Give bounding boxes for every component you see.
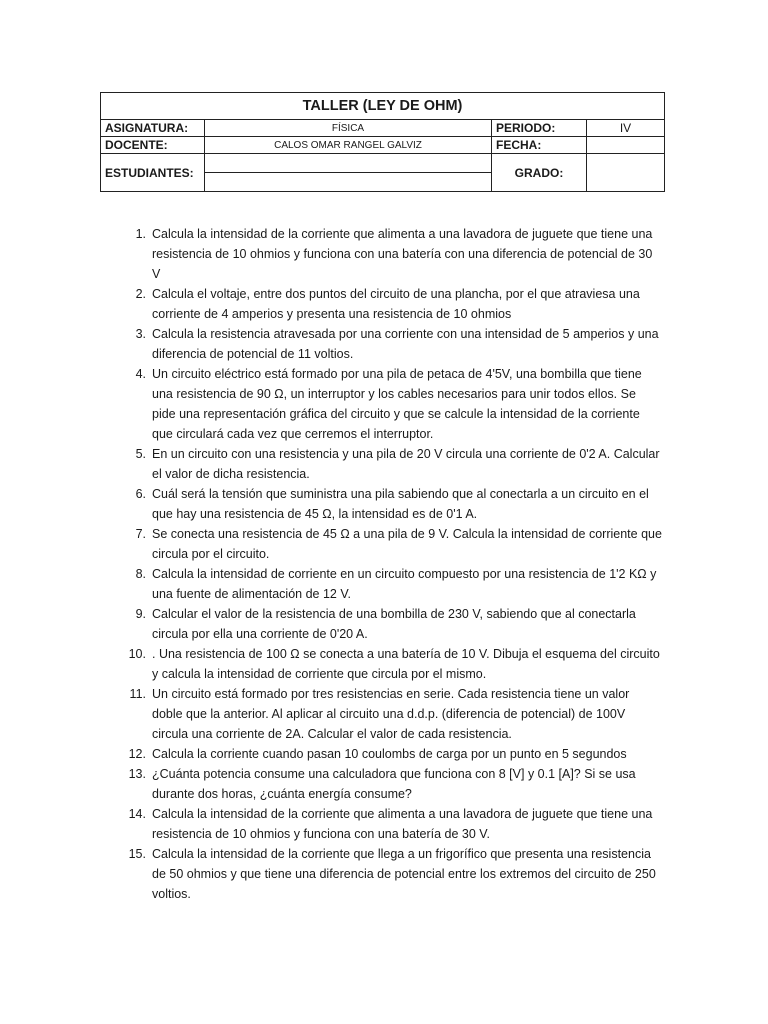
question-number: 7. (135, 527, 146, 541)
question-number: 3. (135, 327, 146, 341)
question-text: Calcula la intensidad de la corriente que alimenta a una lavadora de juguete que tiene una resistencia de 10 ohmios y funciona con una batería de 30 V. (152, 807, 653, 841)
question-number: 2. (135, 287, 146, 301)
question-number: 12. (128, 747, 146, 761)
question-text: Un circuito está formado por tres resistencias en serie. Cada resistencia tiene un valor doble que la anterior. Al aplicar al circuito una d.d.p. (diferencia de potencial) de 100V circula una corriente de 2A. Calcular el valor de cada resistencia. (152, 687, 630, 741)
question-text: Calcula el voltaje, entre dos puntos del circuito de una plancha, por el que atraviesa una corriente de 4 amperios y presenta una resistencia de 10 ohmios (152, 287, 640, 321)
question-item (126, 224, 662, 284)
fecha-label: FECHA: (492, 137, 587, 154)
grado-label: GRADO: (492, 154, 587, 192)
question-item (126, 644, 662, 684)
question-text: Calcula la intensidad de la corriente que alimenta a una lavadora de juguete que tiene una resistencia de 10 ohmios y funciona con una batería con una diferencia de potencial de 30 V (152, 227, 653, 281)
question-item (126, 764, 662, 804)
document-title: TALLER (LEY DE OHM) (101, 93, 665, 120)
estudiantes-line-1 (205, 154, 491, 173)
docente-value: CALOS OMAR RANGEL GALVIZ (205, 137, 492, 154)
question-number: 5. (135, 447, 146, 461)
estudiantes-line-2 (205, 173, 491, 191)
question-number: 15. (128, 847, 146, 861)
question-number: 11. (129, 687, 146, 701)
question-item (126, 804, 662, 844)
question-text: Un circuito eléctrico está formado por una pila de petaca de 4'5V, una bombilla que tiene una resistencia de 90 Ω, un interruptor y los cables necesarios para unir todos ellos. Se pide una representación gráfica del circuito y que se calcule la intensidad de la corriente que circulará cada vez que cerremos el interruptor. (152, 367, 642, 441)
question-number: 14. (128, 807, 146, 821)
question-text: Calcula la intensidad de corriente en un circuito compuesto por una resistencia de 1'2 KΩ y una fuente de alimentación de 12 V. (152, 567, 657, 601)
question-text: Calcular el valor de la resistencia de una bombilla de 230 V, sabiendo que al conectarla circula por ella una corriente de 0'20 A. (152, 607, 636, 641)
question-item (126, 604, 662, 644)
question-text: Calcula la corriente cuando pasan 10 coulombs de carga por un punto en 5 segundos (152, 747, 627, 761)
question-item (126, 524, 662, 564)
question-text: En un circuito con una resistencia y una pila de 20 V circula una corriente de 0'2 A. Calcular el valor de dicha resistencia. (152, 447, 660, 481)
grado-value (587, 154, 665, 192)
question-item (126, 324, 662, 364)
question-item (126, 744, 662, 764)
fecha-value (587, 137, 665, 154)
question-number: 10. (128, 647, 146, 661)
estudiantes-field (205, 154, 492, 192)
question-number: 8. (135, 567, 146, 581)
docente-label: DOCENTE: (101, 137, 205, 154)
question-item (126, 844, 662, 904)
question-text: . Una resistencia de 100 Ω se conecta a una batería de 10 V. Dibuja el esquema del circuito y calcula la intensidad de corriente que circula por el mismo. (152, 647, 660, 681)
question-item (126, 284, 662, 324)
question-text: Se conecta una resistencia de 45 Ω a una pila de 9 V. Calcula la intensidad de corriente que circula por el circuito. (152, 527, 662, 561)
question-item (126, 684, 662, 744)
question-item (126, 484, 662, 524)
question-item (126, 444, 662, 484)
periodo-label: PERIODO: (492, 120, 587, 137)
question-text: ¿Cuánta potencia consume una calculadora que funciona con 8 [V] y 0.1 [A]? Si se usa durante dos horas, ¿cuánta energía consume? (152, 767, 636, 801)
question-item (126, 364, 662, 444)
question-item (126, 564, 662, 604)
question-text: Calcula la resistencia atravesada por una corriente con una intensidad de 5 amperios y una diferencia de potencial de 11 voltios. (152, 327, 659, 361)
asignatura-label: ASIGNATURA: (101, 120, 205, 137)
question-number: 9. (135, 607, 146, 621)
question-text: Cuál será la tensión que suministra una pila sabiendo que al conectarla a un circuito en el que hay una resistencia de 45 Ω, la intensidad es de 0'1 A. (152, 487, 649, 521)
question-text: Calcula la intensidad de la corriente que llega a un frigorífico que presenta una resistencia de 50 ohmios y que tiene una diferencia de potencial entre los extremos del circuito de 250 voltios. (152, 847, 656, 901)
question-number: 6. (135, 487, 146, 501)
question-number: 13. (128, 767, 146, 781)
questions-list (126, 224, 662, 904)
asignatura-value: FÍSICA (205, 120, 492, 137)
question-number: 4. (135, 367, 146, 381)
estudiantes-label: ESTUDIANTES: (101, 154, 205, 192)
periodo-value: IV (587, 120, 665, 137)
header-table (100, 92, 665, 192)
question-number: 1. (135, 227, 146, 241)
